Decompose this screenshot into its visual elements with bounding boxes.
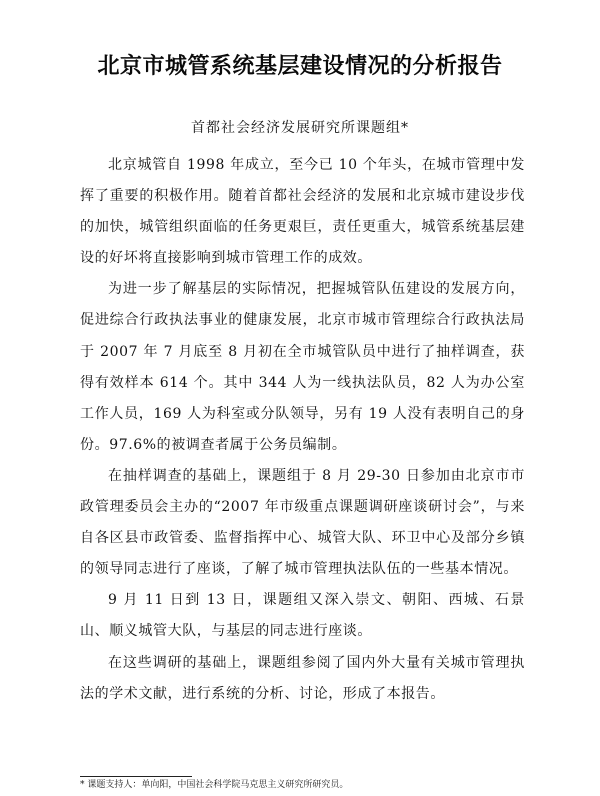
- paragraph-survey: 为进一步了解基层的实际情况，把握城管队伍建设的发展方向，促进综合行政执法事业的健康发展，北京市城市管理综合行政执法局于 2007 年 7 月底至 8 月初在全市城管队员中进行了抽样调查，获得有效样本 614 个。其中 344 人为一线执法队员，82 人为办公室工作人员，169 人为科室或分队领导，另有 19 人没有表明自己的身份。97.6%的被调查者属于公务员编制。: [80, 281, 525, 453]
- paragraph-conclusion: 在这些调研的基础上，课题组参阅了国内外大量有关城市管理执法的学术文献，进行系统的分析、讨论，形成了本报告。: [80, 654, 525, 702]
- author-footnote-mark: *: [401, 120, 409, 136]
- paragraph-seminar: 在抽样调查的基础上，课题组于 8 月 29-30 日参加由北京市市政管理委员会主办的“2007 年市级重点课题调研座谈研讨会”，与来自各区县市政管委、监督指挥中心、城管大队、环卫中心及部分乡镇的领导同志进行了座谈，了解了城市管理执法队伍的一些基本情况。: [80, 467, 525, 578]
- paragraph-intro: 北京城管自 1998 年成立，至今已 10 个年头，在城市管理中发挥了重要的积极作用。随着首都社会经济的发展和北京城市建设步伐的加快，城管组织面临的任务更艰巨，责任更重大，城管系统基层建设的好坏将直接影响到城市管理工作的成效。: [80, 157, 525, 267]
- author-name: 首都社会经济发展研究所课题组: [191, 120, 401, 136]
- page-title: 北京市城管系统基层建设情况的分析报告: [97, 54, 503, 79]
- footnote-divider: [80, 776, 192, 777]
- footnote: * 课题支持人：单向阳，中国社会科学院马克思主义研究所研究员。: [80, 780, 349, 790]
- body-text: [80, 150, 525, 710]
- paragraph-field-visits: 9 月 11 日到 13 日，课题组又深入崇文、朝阳、西城、石景山、顺义城管大队，与基层的同志进行座谈。: [80, 592, 525, 640]
- author-line: [0, 118, 600, 138]
